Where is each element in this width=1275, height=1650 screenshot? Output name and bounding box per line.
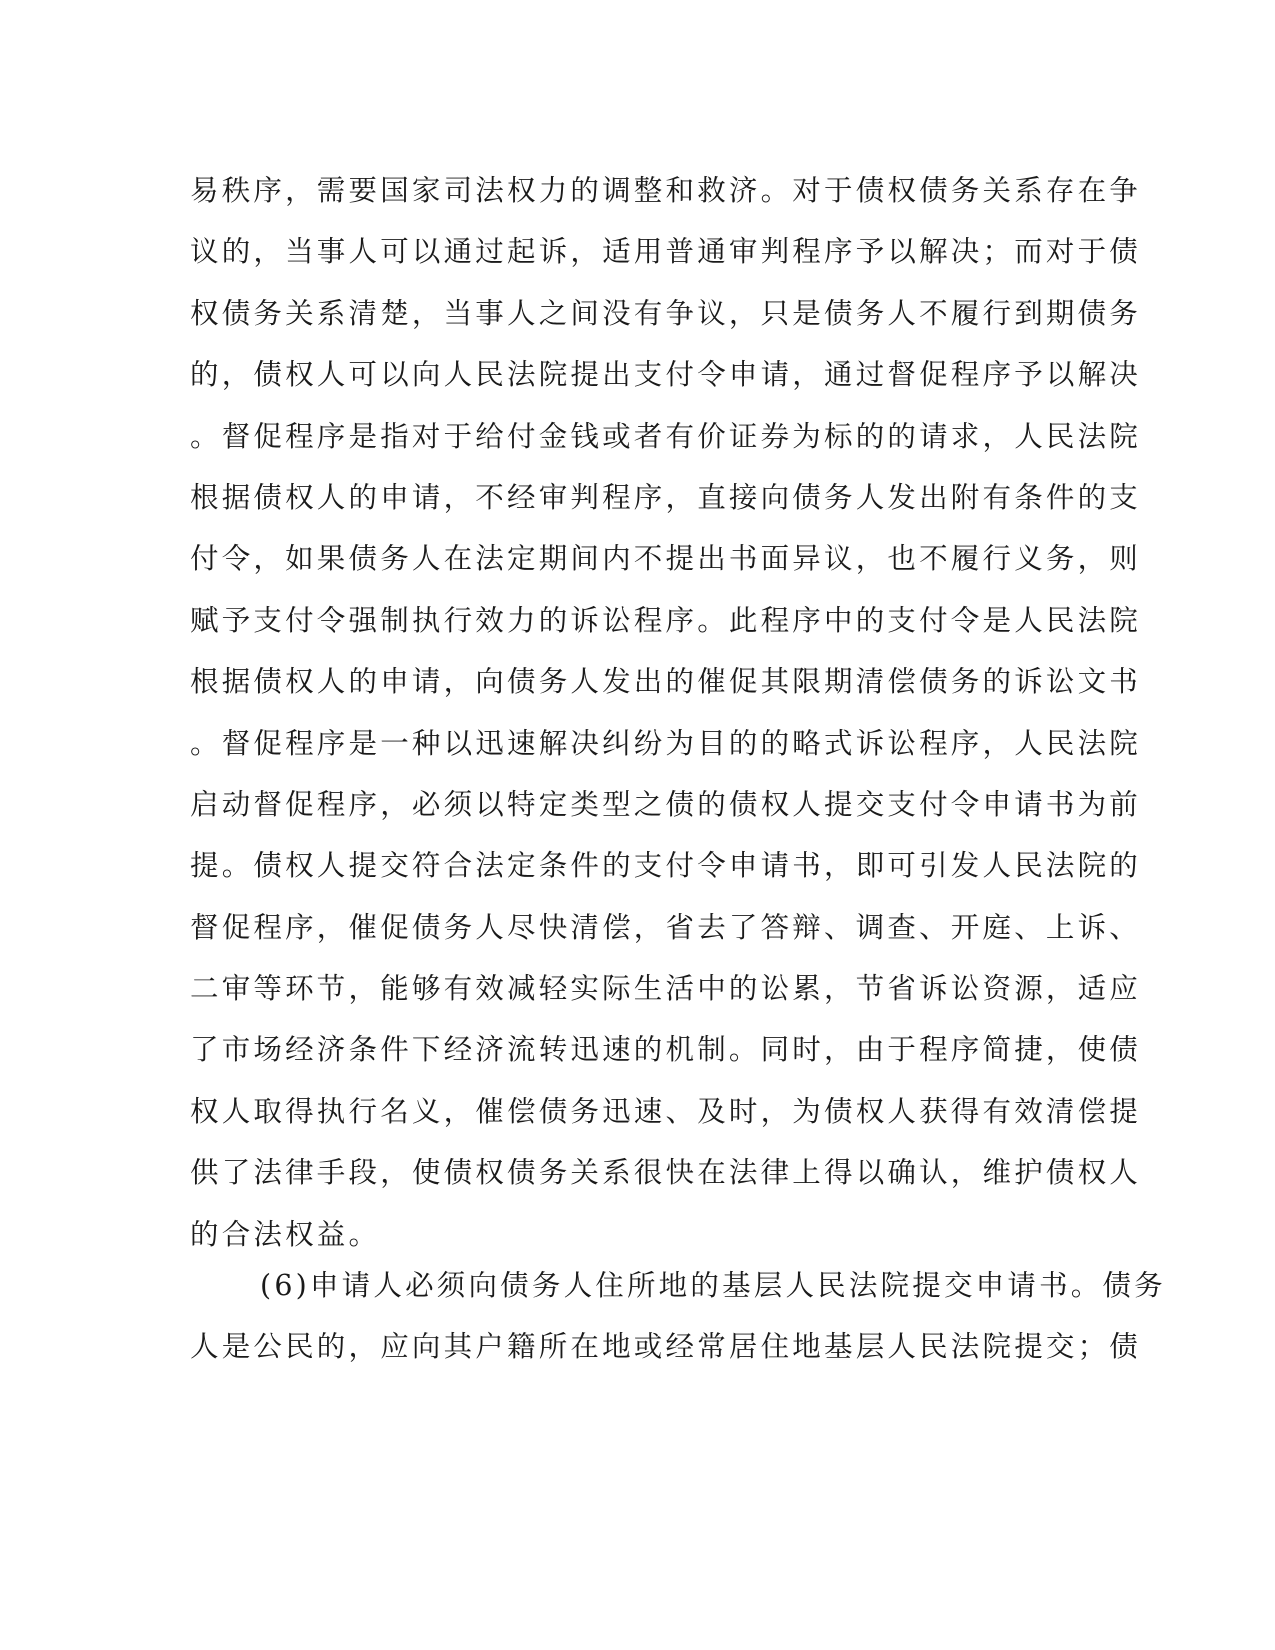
paragraph-2 <box>190 1255 1166 1378</box>
paragraph-line: 启动督促程序，必须以特定类型之债的债权人提交支付令申请书为前 <box>190 787 1142 821</box>
paragraph-line: (6)申请人必须向债务人住所地的基层人民法院提交申请书。债务 <box>260 1269 1166 1302</box>
paragraph-1 <box>190 160 1142 1265</box>
paragraph-line: 根据债权人的申请，不经审判程序，直接向债务人发出附有条件的支 <box>190 480 1142 514</box>
paragraph-line: 。督促程序是指对于给付金钱或者有价证券为标的的请求，人民法院 <box>190 419 1142 453</box>
paragraph-line: 付令，如果债务人在法定期间内不提出书面异议，也不履行义务，则 <box>190 542 1142 576</box>
paragraph-line: 易秩序，需要国家司法权力的调整和救济。对于债权债务关系存在争 <box>190 174 1142 207</box>
paragraph-line: 权债务关系清楚，当事人之间没有争议，只是债务人不履行到期债务 <box>190 296 1142 330</box>
paragraph-line: 督促程序，催促债务人尽快清偿，省去了答辩、调查、开庭、上诉、 <box>190 910 1142 944</box>
paragraph-line: 议的，当事人可以通过起诉，适用普通审判程序予以解决；而对于债 <box>190 235 1142 269</box>
paragraph-line: 根据债权人的申请，向债务人发出的催促其限期清偿债务的诉讼文书 <box>190 665 1142 699</box>
paragraph-line: 赋予支付令强制执行效力的诉讼程序。此程序中的支付令是人民法院 <box>190 603 1142 637</box>
paragraph-line: 提。债权人提交符合法定条件的支付令申请书，即可引发人民法院的 <box>190 849 1142 883</box>
paragraph-line: 权人取得执行名义，催偿债务迅速、及时，为债权人获得有效清偿提 <box>190 1094 1142 1128</box>
paragraph-line: 的合法权益。 <box>190 1217 381 1251</box>
paragraph-line: 了市场经济条件下经济流转迅速的机制。同时，由于程序简捷，使债 <box>190 1033 1142 1067</box>
paragraph-line: 。督促程序是一种以迅速解决纠纷为目的的略式诉讼程序，人民法院 <box>190 726 1142 760</box>
paragraph-line: 供了法律手段，使债权债务关系很快在法律上得以确认，维护债权人 <box>190 1156 1142 1190</box>
paragraph-line: 的，债权人可以向人民法院提出支付令申请，通过督促程序予以解决 <box>190 358 1142 392</box>
paragraph-line: 二审等环节，能够有效减轻实际生活中的讼累，节省诉讼资源，适应 <box>190 972 1142 1006</box>
paragraph-line: 人是公民的，应向其户籍所在地或经常居住地基层人民法院提交；债 <box>190 1330 1142 1364</box>
